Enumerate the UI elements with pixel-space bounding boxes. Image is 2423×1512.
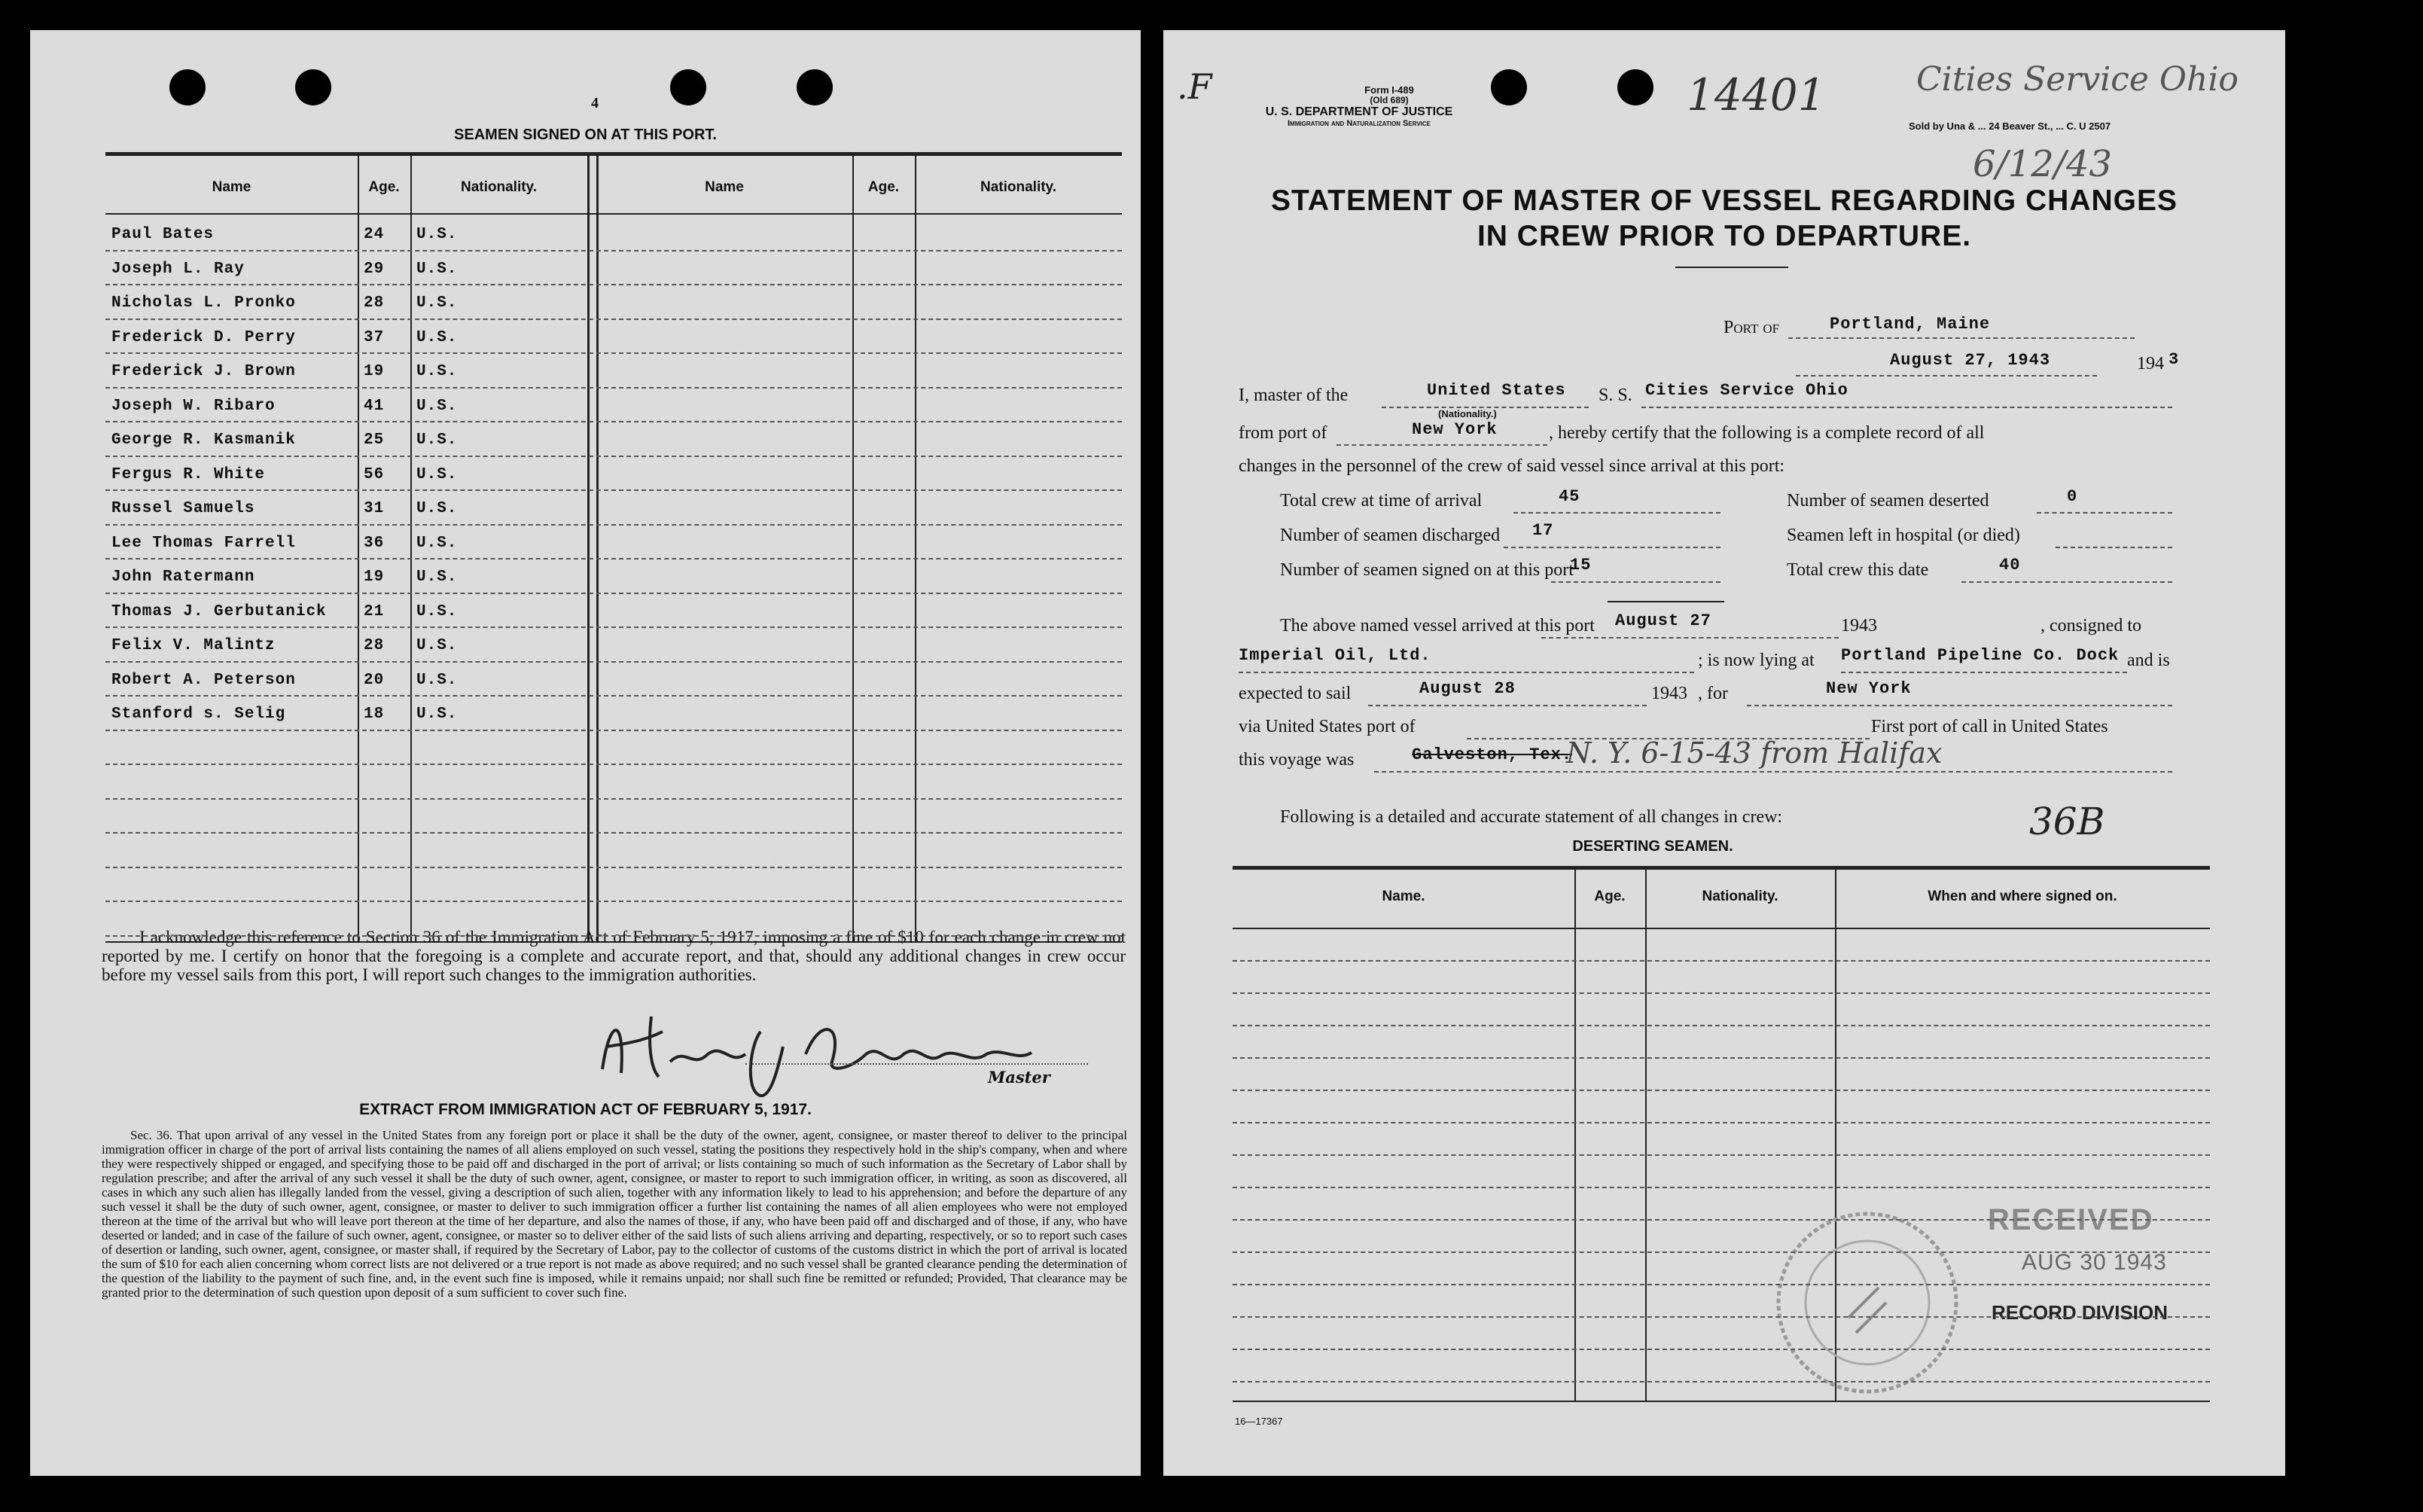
lying-value: Portland Pipeline Co. Dock bbox=[1841, 646, 2120, 665]
row-rule bbox=[105, 867, 1122, 868]
hospital-line bbox=[2056, 547, 2172, 548]
voyage-label: this voyage was bbox=[1239, 750, 1355, 770]
hospital-label: Seamen left in hospital (or died) bbox=[1787, 526, 2020, 545]
deserting-row-rule bbox=[1233, 1284, 2210, 1285]
row-rule bbox=[105, 832, 1122, 834]
deserting-row-rule bbox=[1233, 1349, 2210, 1350]
seaman-name: Stanford s. Selig bbox=[111, 706, 286, 723]
seaman-age: 37 bbox=[364, 328, 385, 346]
punch-hole bbox=[670, 69, 706, 105]
seaman-name: George R. Kasmanik bbox=[111, 431, 296, 449]
row-rule bbox=[105, 798, 1122, 800]
nationality-value: United States bbox=[1427, 381, 1566, 400]
master-of-label: I, master of the bbox=[1239, 386, 1349, 405]
deserting-row-rule bbox=[1233, 1251, 2210, 1253]
department-name: U. S. DEPARTMENT OF JUSTICE bbox=[1265, 105, 1453, 118]
total-crew-date-label: Total crew this date bbox=[1787, 560, 1929, 580]
received-stamp: RECEIVED bbox=[1988, 1203, 2154, 1236]
nationality-caption: (Nationality.) bbox=[1438, 408, 1497, 419]
seaman-name: Joseph L. Ray bbox=[111, 260, 245, 278]
seaman-nationality: U.S. bbox=[416, 260, 458, 278]
seaman-age: 36 bbox=[364, 534, 385, 552]
seaman-nationality: U.S. bbox=[416, 706, 458, 723]
seamen-signed-title: SEAMEN SIGNED ON AT THIS PORT. bbox=[454, 127, 717, 143]
seaman-name: Robert A. Peterson bbox=[111, 671, 296, 689]
seaman-age: 18 bbox=[364, 706, 385, 723]
row-rule bbox=[105, 558, 1122, 559]
master-signature bbox=[580, 1001, 1092, 1107]
port-label: Port of bbox=[1724, 318, 1780, 337]
deserted-value: 0 bbox=[2067, 487, 2078, 506]
consigned-label: , consigned to bbox=[2041, 616, 2141, 636]
from-port-line bbox=[1336, 444, 1547, 446]
corner-mark: .F bbox=[1177, 66, 1212, 107]
voyage-line bbox=[1374, 771, 2172, 773]
column-header-name: Name bbox=[212, 179, 251, 195]
seaman-nationality: U.S. bbox=[416, 500, 458, 517]
seaman-name: Fergus R. White bbox=[111, 465, 266, 483]
column-divider bbox=[852, 155, 854, 941]
signed-on-value: 15 bbox=[1570, 556, 1592, 575]
changes-text: changes in the personnel of the crew of said vessel since arrival at this port: bbox=[1239, 456, 1785, 476]
deserting-row-rule bbox=[1233, 1025, 2210, 1026]
seaman-name: Paul Bates bbox=[111, 226, 215, 243]
seaman-age: 29 bbox=[364, 260, 385, 278]
following-text: Following is a detailed and accurate statement of all changes in crew: bbox=[1280, 807, 1783, 827]
column-header-nationality: Nationality. bbox=[980, 179, 1056, 195]
seaman-age: 25 bbox=[364, 431, 385, 449]
seaman-name: Russel Samuels bbox=[111, 500, 255, 517]
seaman-age: 41 bbox=[364, 397, 385, 415]
handwritten-number: 14401 bbox=[1687, 69, 1826, 120]
deserting-header-name: Name. bbox=[1382, 889, 1425, 904]
seaman-nationality: U.S. bbox=[416, 534, 458, 552]
signature-line bbox=[745, 1063, 1088, 1065]
service-name: Immigration and Naturalization Service bbox=[1287, 119, 1431, 128]
seaman-age: 28 bbox=[364, 637, 385, 654]
from-port-label: from port of bbox=[1239, 423, 1327, 443]
seaman-age: 56 bbox=[364, 465, 385, 483]
row-rule bbox=[105, 421, 1122, 422]
seaman-age: 20 bbox=[364, 671, 385, 689]
title-underline bbox=[1675, 267, 1788, 268]
destination-line bbox=[1747, 705, 2172, 706]
deserting-row-rule bbox=[1233, 1057, 2210, 1059]
deserting-row-rule bbox=[1233, 1219, 2210, 1221]
received-date-stamp: AUG 30 1943 bbox=[2022, 1250, 2167, 1275]
deserting-row-rule bbox=[1233, 1090, 2210, 1091]
page-number: 4 bbox=[591, 95, 599, 111]
via-label: via United States port of bbox=[1239, 717, 1416, 736]
seaman-nationality: U.S. bbox=[416, 465, 458, 483]
punch-hole bbox=[1617, 69, 1653, 105]
seaman-age: 21 bbox=[364, 602, 385, 620]
arrived-date-line bbox=[1541, 637, 1839, 639]
column-divider bbox=[358, 155, 359, 941]
row-rule bbox=[105, 764, 1122, 765]
seaman-nationality: U.S. bbox=[416, 569, 458, 586]
left-page bbox=[30, 30, 1141, 1476]
extract-title: EXTRACT FROM IMMIGRATION ACT OF FEBRUARY 5, 1917. bbox=[359, 1101, 812, 1118]
destination-value: New York bbox=[1826, 679, 1912, 698]
seaman-name: Joseph W. Ribaro bbox=[111, 397, 276, 415]
row-rule bbox=[105, 695, 1122, 697]
port-value: Portland, Maine bbox=[1830, 315, 1991, 334]
seaman-nationality: U.S. bbox=[416, 397, 458, 415]
seaman-name: Felix V. Malintz bbox=[111, 637, 276, 654]
deserting-row-rule bbox=[1233, 1122, 2210, 1123]
seaman-nationality: U.S. bbox=[416, 637, 458, 654]
table-top-rule bbox=[105, 152, 1122, 156]
certify-text: , hereby certify that the following is a complete record of all bbox=[1549, 423, 1985, 443]
seaman-nationality: U.S. bbox=[416, 431, 458, 449]
ss-label: S. S. bbox=[1599, 386, 1632, 405]
form-number: Form I-489 bbox=[1364, 84, 1414, 96]
seaman-age: 19 bbox=[364, 363, 385, 380]
total-crew-arrival-label: Total crew at time of arrival bbox=[1280, 491, 1483, 511]
row-rule bbox=[105, 284, 1122, 285]
expected-label: expected to sail bbox=[1239, 684, 1352, 703]
right-page bbox=[1163, 30, 2285, 1476]
seaman-name: Frederick D. Perry bbox=[111, 328, 296, 346]
deserting-title: DESERTING SEAMEN. bbox=[1572, 838, 1733, 855]
seaman-nationality: U.S. bbox=[416, 602, 458, 620]
deserting-top-rule bbox=[1233, 866, 2210, 870]
row-rule bbox=[105, 319, 1122, 320]
seaman-name: Nicholas L. Pronko bbox=[111, 294, 296, 312]
punch-hole bbox=[295, 69, 331, 105]
deserting-header-nationality: Nationality. bbox=[1702, 889, 1778, 904]
column-divider bbox=[596, 155, 599, 941]
deserting-row-rule bbox=[1233, 1381, 2210, 1382]
punch-hole bbox=[797, 69, 833, 105]
record-division-stamp: RECORD DIVISION bbox=[1992, 1301, 2169, 1324]
form-title-line2: IN CREW PRIOR TO DEPARTURE. bbox=[1477, 220, 1972, 252]
sail-year: 1943 bbox=[1651, 684, 1687, 703]
seaman-name: John Ratermann bbox=[111, 569, 255, 586]
for-label: , for bbox=[1698, 684, 1728, 703]
row-rule bbox=[105, 593, 1122, 594]
row-rule bbox=[105, 730, 1122, 731]
seaman-nationality: U.S. bbox=[416, 226, 458, 243]
row-rule bbox=[105, 661, 1122, 663]
signed-on-label: Number of seamen signed on at this port bbox=[1280, 560, 1574, 580]
seaman-nationality: U.S. bbox=[416, 328, 458, 346]
circular-seal-stamp bbox=[1766, 1205, 1969, 1401]
deserting-header-rule bbox=[1233, 928, 2210, 929]
seaman-nationality: U.S. bbox=[416, 363, 458, 380]
column-header-nationality: Nationality. bbox=[461, 179, 537, 195]
extract-text: Sec. 36. That upon arrival of any vessel in the United States from any foreign port or place it shall be the duty of the owner, agent, consignee, or master thereof to deliver to the principal immigration officer in charge of the port of arrival lists containing the names of all aliens employed on such vessel, stating the positions they respectively hold in the ship's company, when and where they were respectively shipped or engaged, and specifying those to be paid off and discharged in the port of arrival; or lists containing so much of such information as the Secretary of Labor shall by regulation prescribe; and after the arrival of any such vessel it shall be the duty of such owner, agent, consignee, or master to report to such immigration officer, in writing, as soon as discovered, all cases in which any such alien has illegally landed from the vessel, giving a description of such alien, together with any information likely to lead to his apprehension; and before the departure of any such vessel it shall be the duty of such owner, agent, consignee, or master to deliver to such immigration officer a further list containing the names of all alien employees who were not employed thereon at the time of the arrival but who will leave port thereon at the time of her departure, and also the names of those, if any, who have been paid off and discharged and of those, if any, who have deserted or landed; and in case of the failure of such owner, agent, consignee, or master so to deliver either of the said lists of such aliens arriving and departing, respectively, or so to report such cases of desertion or landing, such owner, agent, consignee, or master shall, if required by the Secretary of Labor, pay to the collector of customs of the customs district in which the port of arrival is located the sum of $10 for each alien concerning whom correct lists are not delivered or a true report is not made as above required; and no such vessel shall be granted clearance pending the determination of the question of the liability to the payment of such fine, and, in the event such fine is imposed, while it remains unpaid; nor shall such fine be remitted or refunded; Provided, That clearance may be granted prior to the determination of such question upon deposit of a sum sufficient to cover such fine. bbox=[102, 1128, 1127, 1300]
total-crew-date-line bbox=[1961, 581, 2172, 583]
row-rule bbox=[105, 524, 1122, 526]
table-header-rule bbox=[105, 213, 1122, 215]
row-rule bbox=[105, 626, 1122, 628]
row-rule bbox=[105, 901, 1122, 902]
form-seller: Sold by Una & ... 24 Beaver St., ... C. U 2507 bbox=[1909, 120, 2111, 132]
date-line bbox=[1796, 375, 2097, 376]
discharged-label: Number of seamen discharged bbox=[1280, 526, 1501, 545]
deserted-label: Number of seamen deserted bbox=[1787, 491, 1989, 511]
row-rule bbox=[105, 250, 1122, 251]
discharged-line bbox=[1504, 547, 1720, 548]
deserting-header-age: Age. bbox=[1594, 889, 1626, 904]
row-rule bbox=[105, 352, 1122, 354]
vessel-line bbox=[1641, 407, 2172, 408]
deserting-header-signed-on: When and where signed on. bbox=[1928, 889, 2117, 904]
column-divider bbox=[915, 155, 916, 941]
row-rule bbox=[105, 387, 1122, 389]
year-printed: 194 bbox=[2137, 354, 2164, 373]
handwritten-code: 36B bbox=[2029, 800, 2105, 843]
punch-hole bbox=[169, 69, 206, 105]
from-port-value: New York bbox=[1412, 420, 1498, 439]
arrived-date-value: August 27 bbox=[1615, 611, 1711, 630]
seaman-name: Frederick J. Brown bbox=[111, 363, 296, 380]
deserted-line bbox=[2037, 512, 2172, 514]
deserting-row-rule bbox=[1233, 1154, 2210, 1156]
counts-underline bbox=[1608, 601, 1724, 602]
deserting-bottom-rule bbox=[1233, 1401, 2210, 1402]
deserting-row-rule bbox=[1233, 960, 2210, 962]
seaman-age: 19 bbox=[364, 569, 385, 586]
vessel-value: Cities Service Ohio bbox=[1645, 381, 1848, 400]
and-is-text: and is bbox=[2127, 651, 2170, 670]
port-line bbox=[1788, 337, 2135, 339]
form-title-line1: STATEMENT OF MASTER OF VESSEL REGARDING CHANGES bbox=[1270, 184, 2178, 217]
deserting-column-divider bbox=[1645, 870, 1647, 1401]
punch-hole bbox=[1491, 69, 1527, 105]
column-divider bbox=[410, 155, 412, 941]
seaman-nationality: U.S. bbox=[416, 671, 458, 689]
seaman-name: Thomas J. Gerbutanick bbox=[111, 602, 327, 620]
handwritten-date: 6/12/43 bbox=[1973, 143, 2113, 185]
arrived-year: 1943 bbox=[1841, 616, 1877, 636]
master-label: Master bbox=[988, 1068, 1050, 1087]
first-port-label: First port of call in United States bbox=[1871, 717, 2108, 736]
handwritten-vessel: Cities Service Ohio bbox=[1916, 60, 2239, 99]
date-value: August 27, 1943 bbox=[1890, 351, 2051, 370]
total-crew-date-value: 40 bbox=[1999, 556, 2021, 575]
consignee-value: Imperial Oil, Ltd. bbox=[1239, 646, 1431, 665]
row-rule bbox=[105, 935, 1122, 937]
footer-code: 16—17367 bbox=[1235, 1416, 1283, 1427]
total-crew-arrival-line bbox=[1513, 512, 1720, 514]
voyage-handwritten: N. Y. 6-15-43 from Halifax bbox=[1566, 736, 1943, 770]
column-header-age: Age. bbox=[867, 179, 900, 195]
deserting-column-divider bbox=[1574, 870, 1576, 1401]
lying-label: ; is now lying at bbox=[1698, 651, 1815, 670]
arrived-label: The above named vessel arrived at this port bbox=[1280, 616, 1595, 636]
seaman-name: Lee Thomas Farrell bbox=[111, 534, 296, 552]
sail-date-line bbox=[1368, 705, 1647, 706]
year-typed: 3 bbox=[2169, 350, 2180, 369]
seaman-age: 28 bbox=[364, 294, 385, 312]
column-divider bbox=[587, 155, 590, 941]
row-rule bbox=[105, 489, 1122, 491]
column-header-age: Age. bbox=[368, 179, 400, 195]
sail-date-value: August 28 bbox=[1419, 679, 1516, 698]
row-rule bbox=[105, 456, 1122, 457]
deserting-row-rule bbox=[1233, 1187, 2210, 1188]
lying-line bbox=[1841, 672, 2127, 673]
acknowledgment-text: I acknowledge this reference to Section 36 of the Immigration Act of February 5, 1917, imposing a fine of $10 for each change in crew not reported by me. I certify on honor that the foregoing is a complete and accurate report, and that, should any additional changes in crew occur before my vessel sails from this port, I will report such changes to the immigration authorities. bbox=[102, 928, 1126, 984]
consignee-line bbox=[1239, 672, 1694, 673]
deserting-row-rule bbox=[1233, 1316, 2210, 1318]
deserting-row-rule bbox=[1233, 992, 2210, 994]
column-header-name: Name bbox=[705, 179, 744, 195]
discharged-value: 17 bbox=[1532, 521, 1554, 540]
seaman-age: 24 bbox=[364, 226, 385, 243]
seaman-nationality: U.S. bbox=[416, 294, 458, 312]
voyage-typed: Galveston, Tex. bbox=[1412, 745, 1573, 764]
total-crew-arrival-value: 45 bbox=[1559, 487, 1580, 506]
signed-on-line bbox=[1551, 581, 1720, 583]
form-old-number: (Old 689) bbox=[1370, 95, 1409, 105]
seaman-age: 31 bbox=[364, 500, 385, 517]
